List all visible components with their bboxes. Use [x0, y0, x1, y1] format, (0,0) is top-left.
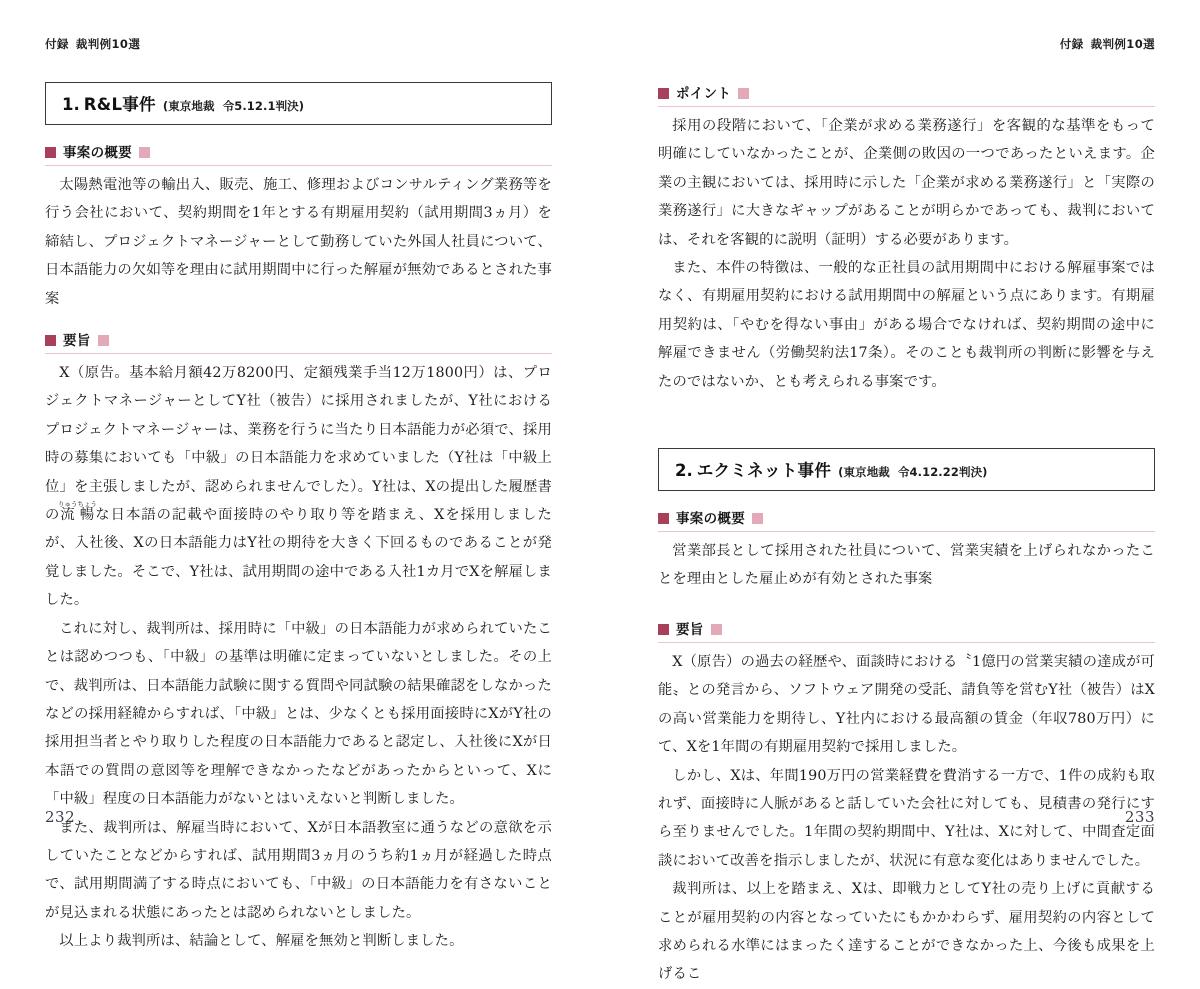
running-head-prefix: 付録 [1059, 37, 1084, 51]
section-heading-overview-2 [658, 507, 1155, 532]
section-label: 要旨 [676, 621, 704, 638]
section-heading-overview-1 [45, 141, 552, 166]
running-head-prefix: 付録 [45, 37, 69, 51]
square-marker-dark-icon [45, 147, 56, 158]
section-label: 要旨 [63, 333, 91, 350]
paragraph: 以上より裁判所は、結論として、解雇を無効と判断しました。 [59, 933, 464, 950]
case-judgment: 令5.12.1判決) [222, 99, 305, 113]
section-body-overview-1 [45, 171, 552, 313]
square-marker-light-icon [752, 513, 763, 524]
section-body-overview-2 [658, 537, 1155, 594]
square-marker-light-icon [139, 147, 150, 158]
square-marker-dark-icon [658, 513, 669, 524]
section-label: 事案の概要 [676, 511, 745, 528]
paragraph: 太陽熱電池等の輸出入、販売、施工、修理およびコンサルティング業務等を行う会社において、契約期間を1年とする有期雇用契約（試用期間3ヵ月）を締結し、プロジェクトマネージャーとして勤務していた外国人社員について、日本語能力の欠如等を理由に試用期間中に行った解雇が無効であるとされた事案 [45, 177, 552, 307]
section-heading-summary-1 [45, 329, 552, 354]
square-marker-light-icon [98, 335, 109, 346]
running-head-left [45, 36, 552, 52]
section-body-point [658, 112, 1155, 396]
section-heading-summary-2 [658, 618, 1155, 643]
paragraph: また、裁判所は、解雇当時において、Xが日本語教室に通うなどの意欲を示していたことなどからすれば、試用期間3ヵ月のうち約1ヵ月が経過した時点で、試用期間満了する時点においても、「中級」の日本語能力を有さないことが見込まれる状態にあったとは認められないとしました。 [45, 819, 552, 921]
paragraph: 営業部長として採用された社員について、営業実績を上げられなかったことを理由とした雇止めが有効とされた事案 [658, 543, 1155, 588]
case-reference [156, 99, 304, 113]
case-judgment: 令4.12.22判決) [897, 465, 988, 480]
section-label: 事案の概要 [63, 145, 132, 161]
section-heading-point [658, 82, 1155, 107]
right-page [600, 0, 1200, 983]
square-marker-light-icon [738, 88, 749, 99]
case-court: (東京地裁 [838, 465, 890, 480]
case-title-box-1 [45, 82, 552, 125]
square-marker-light-icon [711, 624, 722, 635]
page-number-left: 232 [45, 808, 76, 826]
paragraph: また、本件の特徴は、一般的な正社員の試用期間中における解雇事案ではなく、有期雇用契約における試用期間中の解雇という点にあります。有期雇用契約は、「やむを得ない事由」がある場合でなければ、契約期間の途中に解雇できません（労働契約法17条）。そのことも裁判所の判断に影響を与えたのではないか、とも考えられる事案です。 [658, 260, 1155, 390]
left-page [0, 0, 600, 950]
running-head-right [658, 36, 1155, 52]
page-number-right: 233 [1124, 808, 1155, 826]
paragraph-with-ruby: X（原告。基本給月額42万8200円、定額残業手当12万1800円）は、プロジェクトマネージャーとしてY社（被告）に採用されましたが、Y社におけるプロジェクトマネージャーは、業務を行うに当たり日本語能力が必須で、採用時の募集においても「中級」の日本語能力を求めていました（Y社は「中級上位」を主張しましたが、認められませんでした）。Y社は、Xの提出した履歴書の流りゅう暢ちょうな日本語の記載や面接時のやり取り等を踏まえ、Xを採用しましたが、入社後、Xの日本語能力はY社の期待を大きく下回るものであることが発覚しました。そこで、Y社は、試用期間の途中である入社1カ月でXを解雇しました。 [45, 365, 552, 609]
section-spacer [658, 396, 1155, 430]
paragraph: 採用の段階において、「企業が求める業務遂行」を客観的な基準をもって明確にしていなかったことが、企業側の敗因の一つであったといえます。企業の主観においては、採用時に示した「企業が求める業務遂行」と「実際の業務遂行」に大きなギャップがあることが明らかであっても、裁判においては、それを客観的に説明（証明）する必要があります。 [658, 118, 1155, 248]
square-marker-dark-icon [658, 88, 669, 99]
running-head-title: 裁判例10選 [1090, 37, 1155, 51]
ruby-annotation: 暢ちょう [77, 500, 97, 524]
case-number: 2. [675, 461, 693, 481]
ruby-annotation: 流りゅう [57, 500, 78, 524]
section-body-summary-2 [658, 648, 1155, 989]
paragraph: これに対し、裁判所は、採用時に「中級」の日本語能力が求められていたことは認めつつも、「中級」の基準は明確に定まっていないとしました。その上で、裁判所は、日本語能力試験に関する質問や同試験の結果確認をしなかったなどの採用経緯からすれば、「中級」とは、少なくとも採用面接時にXがY社の採用担当者とやり取りした程度の日本語能力であると認定し、入社後にXが日本語での質問の意図等を理解できなかったなどがあったからといって、Xに「中級」程度の日本語能力がないとはいえないと判断しました。 [45, 620, 552, 808]
square-marker-dark-icon [45, 335, 56, 346]
square-marker-dark-icon [658, 624, 669, 635]
running-head-title: 裁判例10選 [75, 37, 141, 51]
paragraph: しかし、Xは、年間190万円の営業経費を費消する一方で、1件の成約も取れず、面接時に人脈があると話していた会社に対しても、見積書の発行にすら至りませんでした。1年間の契約期間中、Y社は、Xに対して、中間査定面談において改善を指示しましたが、状況に有意な変化はありませんでした。 [658, 767, 1155, 869]
paragraph: 裁判所は、以上を踏まえ、Xは、即戦力としてY社の売り上げに貢献することが雇用契約の内容となっていたにもかかわらず、雇用契約の内容として求められる水準にはまったく達することができなかった上、今後も成果を上げるこ [658, 881, 1155, 983]
section-body-summary-1 [45, 359, 552, 956]
case-court: (東京地裁 [162, 99, 215, 113]
paragraph: X（原告）の過去の経歴や、面談時における〝1億円の営業実績の達成が可能〟との発言から、ソフトウェア開発の受託、請負等を営むY社（被告）はXの高い営業能力を期待し、Y社内における最高額の賃金（年収780万円）にて、Xを1年間の有期雇用契約で採用しました。 [658, 653, 1155, 756]
case-reference [831, 465, 987, 479]
case-name: R&L事件 [83, 95, 156, 114]
case-title-box-2 [658, 448, 1155, 491]
section-label: ポイント [676, 86, 732, 102]
case-name: エクミネット事件 [696, 461, 832, 481]
case-number: 1. [62, 95, 80, 114]
